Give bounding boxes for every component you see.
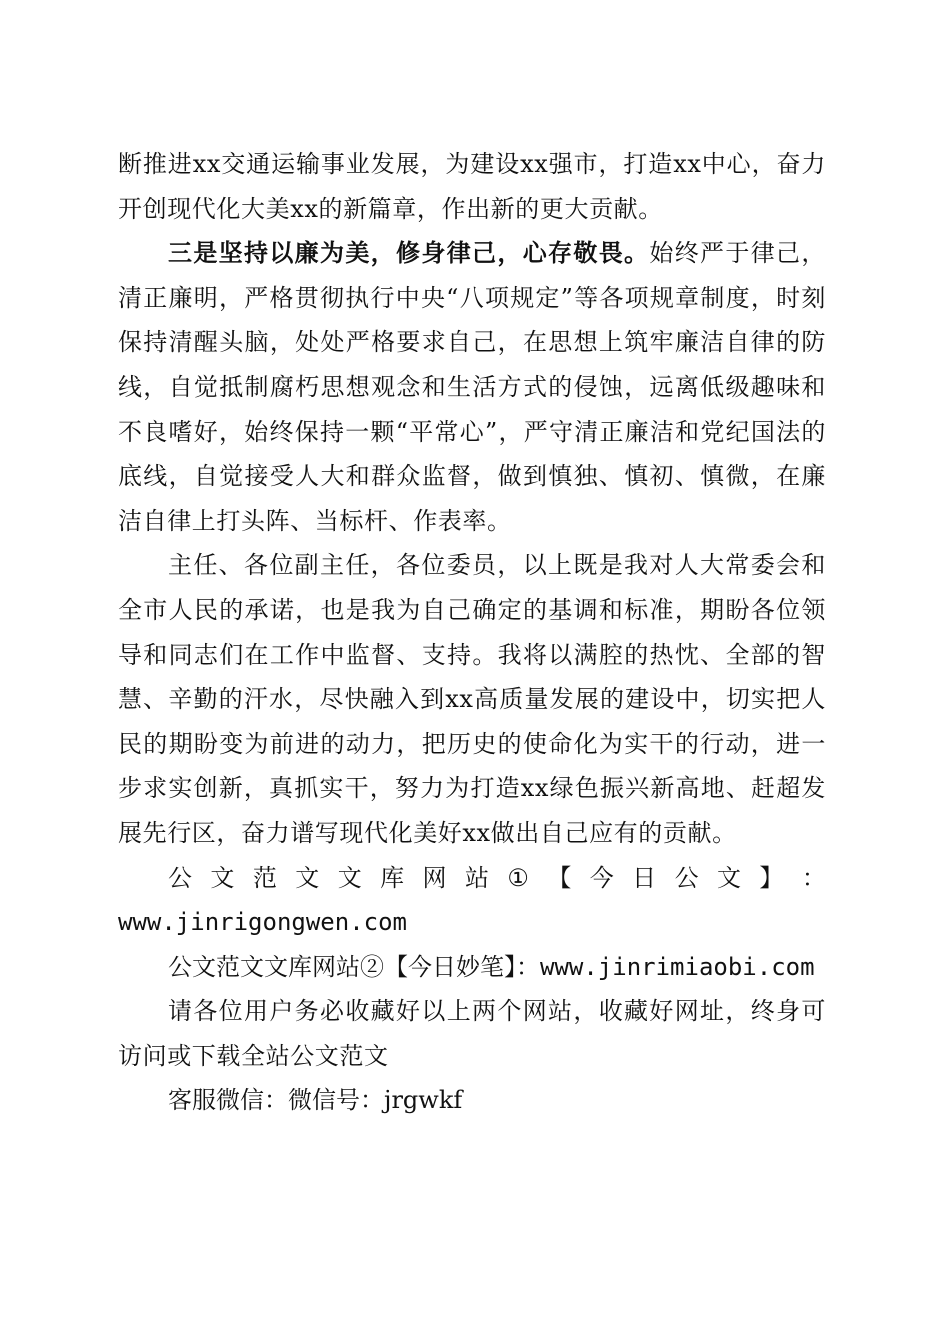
site1-url[interactable] — [118, 900, 826, 945]
site1-label-char: 今 — [589, 863, 614, 892]
site1-label-char: 文 — [295, 863, 320, 892]
paragraph-closing: 主任、各位副主任，各位委员，以上既是我对人大常委会和全市人民的承诺，也是我为自己确定的基调和标准，期盼各位领导和同志们在工作中监督、支持。我将以满腔的热忱、全部的智慧、辛勤的汗水，尽快融入到xx高质量发展的建设中，切实把人民的期盼变为前进的动力，把历史的使命化为实干的行动，进一步求实创新，真抓实干，努力为打造xx绿色振兴新高地、赶超发展先行区，奋力谱写现代化美好xx做出自己应有的贡献。 — [118, 551, 826, 847]
paragraph-integrity — [118, 231, 826, 543]
bookmark-notice: 请各位用户务必收藏好以上两个网站，收藏好网址，终身可访问或下载全站公文范文 — [118, 997, 826, 1070]
site1-label-char: 网 — [422, 863, 447, 892]
paragraph-lead-heading: 三是坚持以廉为美，修身律己，心存敬畏。 — [168, 238, 650, 268]
site2-line — [118, 945, 826, 990]
site1-label-char: 文 — [337, 863, 362, 892]
site1-label-char: 范 — [252, 863, 277, 892]
site1-label-char: 库 — [380, 863, 405, 892]
site1-label-char: 站 — [464, 863, 489, 892]
site1-label-char: 文 — [717, 863, 741, 892]
site1-url-link[interactable]: www.jinrigongwen.com — [118, 908, 407, 937]
site1-label-char: 】 — [759, 863, 784, 892]
site1-label-char: 公 — [674, 863, 699, 892]
site2-url-link[interactable]: www.jinrimiaobi.com — [540, 952, 815, 981]
site1-label-char: 文 — [210, 863, 235, 892]
site1-label-char: ① — [507, 863, 529, 892]
wechat-line: 客服微信：微信号：jrgwkf — [168, 1086, 463, 1115]
site2-label: 公文范文文库网站②【今日妙笔】： — [168, 952, 540, 981]
site1-label-char: 【 — [547, 863, 572, 892]
site1-label-char: ： — [801, 863, 826, 892]
document-page — [118, 142, 826, 1123]
site1-label-line — [118, 856, 826, 901]
paragraph-continued: 断推进xx交通运输事业发展，为建设xx强市，打造xx中心，奋力开创现代化大美xx的新篇章，作出新的更大贡献。 — [118, 150, 826, 223]
site1-label-char: 日 — [632, 863, 657, 892]
site1-label-char: 公 — [168, 863, 192, 892]
paragraph-integrity-body: 始终严于律己，清正廉明，严格贯彻执行中央“八项规定”等各项规章制度，时刻保持清醒头脑，处处严格要求自己，在思想上筑牢廉洁自律的防线，自觉抵制腐朽思想观念和生活方式的侵蚀，远离低级趣味和不良嗜好，始终保持一颗“平常心”，严守清正廉洁和党纪国法的底线，自觉接受人大和群众监督，做到慎独、慎初、慎微，在廉洁自律上打头阵、当标杆、作表率。 — [118, 239, 826, 535]
